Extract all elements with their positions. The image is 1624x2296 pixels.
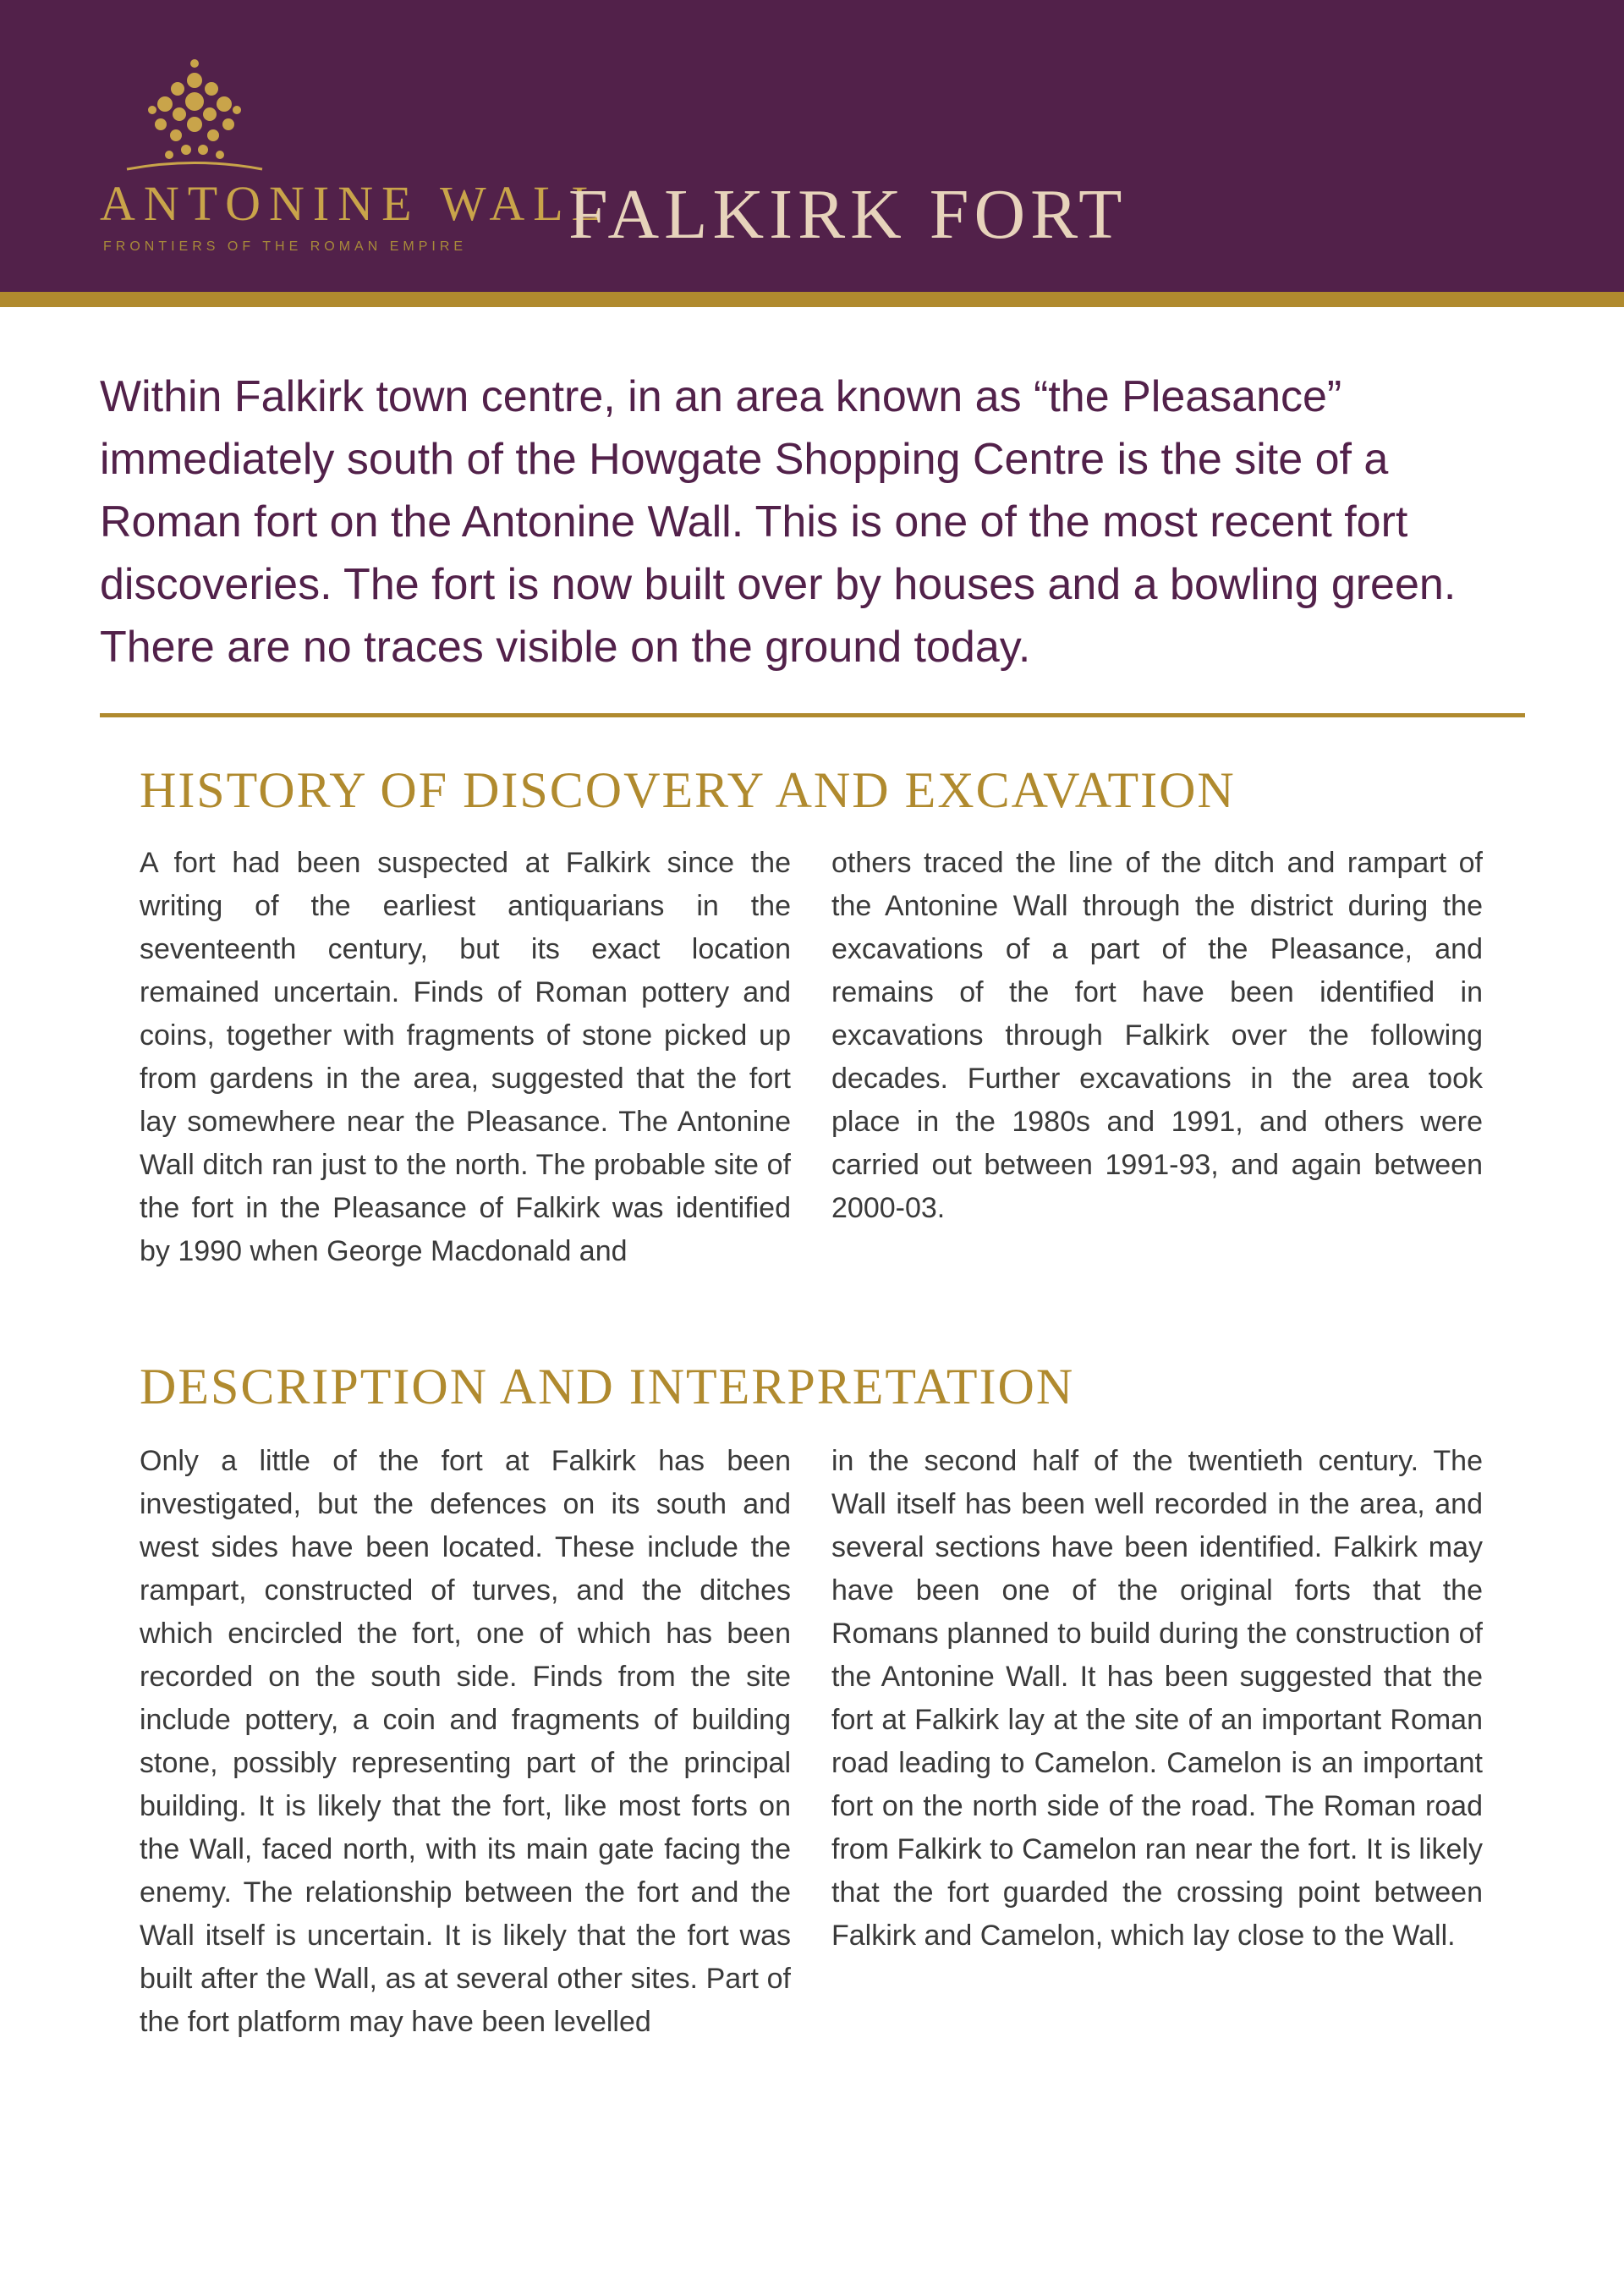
logo-wordmark: ANTONINE WALL	[100, 176, 611, 231]
history-column-right: others traced the line of the ditch and rampart of the Antonine Wall through the district during the excavations of a part of the Pleasance, and remains of the fort have been identified in excavations through Falkirk over the following decades. Further excavations in the area took place in the 1980s and 1991, and others were carried out between 1991-93, and again between 2000-03.	[831, 847, 1483, 1224]
description-column-right: in the second half of the twentieth century. The Wall itself has been well recorded in the area, and several sections have been identified. Falkirk may have been one of the original forts that the Romans planned to build during the construction of the Antonine Wall. It has been suggested that the fort at Falkirk lay at the site of an important Roman road leading to Camelon. Camelon is an important fort on the north side of the road. The Roman road from Falkirk to Camelon ran near the fort. It is likely that the fort guarded the crossing point between Falkirk and Camelon, which lay close to the Wall.	[831, 1445, 1483, 1952]
description-column-left: Only a little of the fort at Falkirk has been investigated, but the defences on its south and west sides have been located. These include the rampart, constructed of turves, and the ditches which encircled the fort, one of which has been recorded on the south side. Finds from the site include pottery, a coin and fragments of building stone, possibly representing part of the principal building. It is likely that the fort, like most forts on the Wall, faced north, with its main gate facing the enemy. The relationship between the fort and the Wall itself is uncertain. It is likely that the fort was built after the Wall, as at several other sites. Part of the fort platform may have been levelled	[140, 1445, 791, 2038]
history-column-left: A fort had been suspected at Falkirk since the writing of the earliest antiquarians in the seventeenth century, but its exact location remained uncertain. Finds of Roman pottery and coins, together with fragments of stone picked up from gardens in the area, suggested that the fort lay somewhere near the Pleasance. The Antonine Wall ditch ran just to the north. The probable site of the fort in the Pleasance of Falkirk was identified by 1990 when George Macdonald and	[140, 847, 791, 1267]
intro-paragraph: Within Falkirk town centre, in an area known as “the Pleasance” immediately south of the Howgate Shopping Centre is the site of a Roman fort on the Antonine Wall. This is one of the most recent fort discoveries. The fort is now built over by houses and a bowling green. There are no traces visible on the ground today.	[100, 372, 1457, 672]
wreath-icon	[102, 55, 288, 182]
description-heading: DESCRIPTION AND INTERPRETATION	[140, 1359, 1075, 1414]
history-heading: HISTORY OF DISCOVERY AND EXCAVATION	[140, 762, 1236, 818]
logo-tagline: FRONTIERS OF THE ROMAN EMPIRE	[103, 239, 468, 254]
antonine-wall-logo[interactable]	[85, 55, 611, 275]
page-title: FALKIRK FORT	[568, 175, 1127, 254]
page-header	[0, 0, 1624, 292]
section-divider	[100, 713, 1525, 717]
header-rule	[0, 292, 1624, 307]
